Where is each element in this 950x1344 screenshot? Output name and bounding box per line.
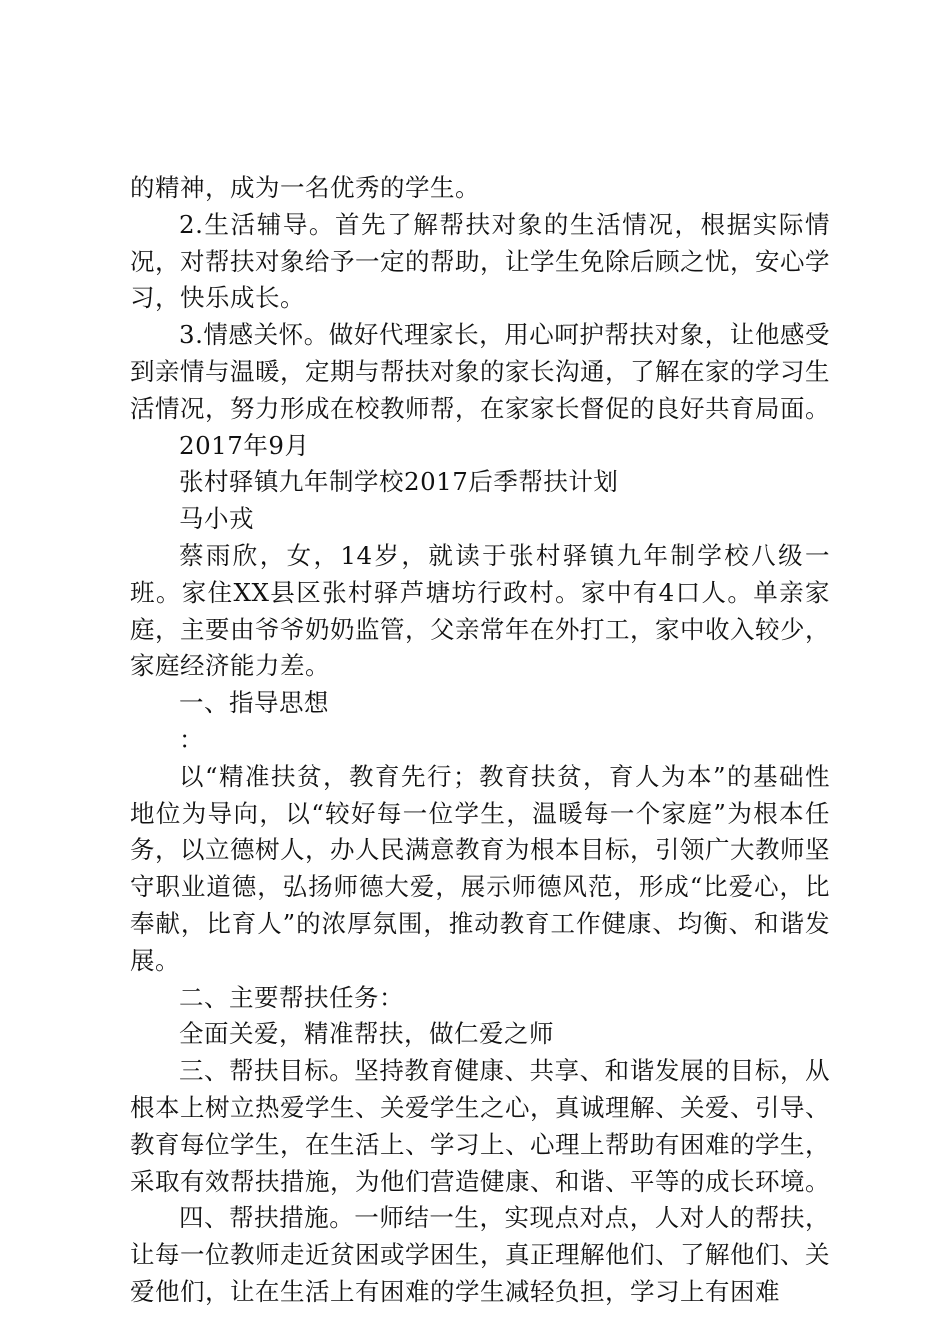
section-heading-main-tasks: 二、主要帮扶任务：	[179, 982, 404, 1012]
date-line: 2017年9月	[179, 430, 310, 460]
document-body	[130, 170, 830, 1311]
author-name: 马小戎	[179, 504, 254, 534]
paragraph-main-tasks: 全面关爱，精准帮扶，做仁爱之师	[179, 1019, 554, 1049]
colon-line: ：	[179, 724, 204, 754]
paragraph-emotional-care: 3.情感关怀。做好代理家长，用心呵护帮扶对象，让他感受到亲情与温暖，定期与帮扶对象的家长沟通，了解在家的学习生活情况，努力形成在校教师帮，在家家长督促的良好共育局面。	[130, 320, 830, 423]
paragraph-support-measures: 四、帮扶措施。一师结一生，实现点对点，人对人的帮扶，让每一位教师走近贫困或学困生，真正理解他们、了解他们、关爱他们，让在生活上有困难的学生减轻负担，学习上有困难	[130, 1203, 830, 1306]
paragraph-life-guidance: 2.生活辅导。首先了解帮扶对象的生活情况，根据实际情况，对帮扶对象给予一定的帮助，让学生免除后顾之忧，安心学习，快乐成长。	[130, 209, 830, 313]
paragraph-continuation: 的精神，成为一名优秀的学生。	[130, 173, 480, 202]
paragraph-support-goals: 三、帮扶目标。坚持教育健康、共享、和谐发展的目标，从根本上树立热爱学生、关爱学生之心，真诚理解、关爱、引导、教育每位学生，在生活上、学习上、心理上帮助有困难的学生，采取有效帮扶措施，为他们营造健康、和谐、平等的成长环境。	[130, 1056, 830, 1196]
plan-title: 张村驿镇九年制学校2017后季帮扶计划	[179, 467, 619, 497]
paragraph-student-info: 蔡雨欣，女，14岁，就读于张村驿镇九年制学校八级一班。家住XX县区张村驿芦塘坊行政村。家中有4口人。单亲家庭，主要由爷爷奶奶监管，父亲常年在外打工，家中收入较少，家庭经济能力差。	[130, 540, 830, 681]
paragraph-guiding-ideology: 以“精准扶贫，教育先行；教育扶贫，育人为本”的基础性地位为导向，以“较好每一位学生，温暖每一个家庭”为根本任务，以立德树人，办人民满意教育为根本目标，引领广大教师坚守职业道德，弘扬师德大爱，展示师德风范，形成“比爱心，比奉献，比育人”的浓厚氛围，推动教育工作健康、均衡、和谐发展。	[130, 761, 830, 975]
section-heading-guiding-ideology: 一、指导思想	[179, 688, 329, 718]
